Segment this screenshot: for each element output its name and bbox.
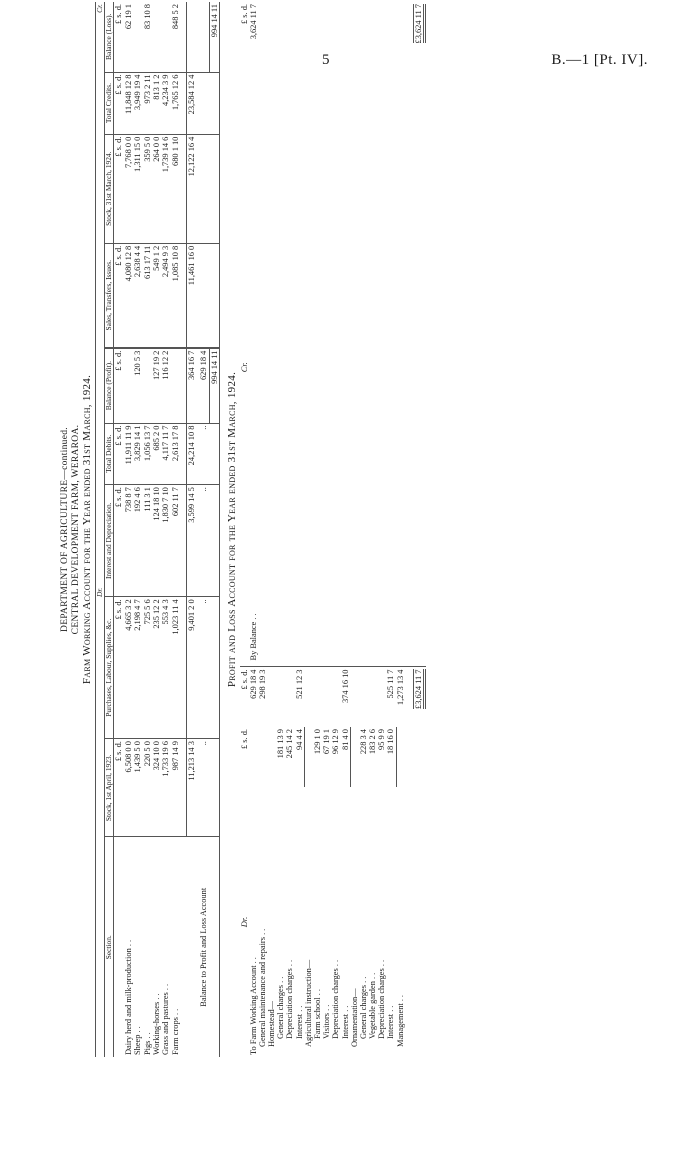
pl-item-subvalue: 181 13 9 bbox=[276, 729, 286, 759]
cell-stock-close: 7,768 0 0 bbox=[124, 134, 133, 243]
pl-row bbox=[276, 2, 285, 1057]
lsd-header: £ s. d. bbox=[114, 2, 124, 72]
pl-item-label: Visitors .. bbox=[322, 1002, 332, 1039]
cell-purchases: 1,023 11 4 bbox=[171, 597, 180, 739]
balance-row: Balance to Profit and Loss Account .. .. .. .. 629 18 4 bbox=[196, 2, 209, 1057]
pl-item-subvalue: 18 16 0 bbox=[386, 727, 396, 787]
cell-balance-loss bbox=[133, 2, 142, 72]
pl-item-subvalue: 183 2 6 bbox=[368, 729, 378, 755]
totals-row bbox=[186, 2, 196, 1057]
cell-stock-close: 1,739 14 6 bbox=[161, 134, 170, 243]
report-reference: B.—1 [Pt. IV]. bbox=[551, 52, 648, 68]
cell-interest: 124 18 10 bbox=[152, 485, 161, 597]
pl-row bbox=[368, 2, 377, 1057]
pl-row bbox=[285, 2, 294, 1057]
pl-item-value bbox=[267, 667, 276, 727]
grand-total-right: 994 14 11 bbox=[209, 2, 219, 72]
section-label: Farm crops .. bbox=[171, 837, 180, 1057]
pl-item-subvalue bbox=[396, 727, 405, 787]
pl-item-subvalue bbox=[258, 727, 267, 787]
farm-working-table bbox=[95, 2, 220, 1057]
pl-title: Profit and Loss Account for the Year ended 31st March, 1924. bbox=[225, 371, 238, 688]
pl-item-value: 1,273 13 4 bbox=[396, 667, 405, 727]
balance-value: 629 18 4 bbox=[196, 348, 209, 423]
pl-item-value bbox=[276, 667, 285, 727]
pl-row bbox=[304, 2, 313, 1057]
lsd-header: £ s. d. bbox=[114, 597, 124, 739]
cell-stock-open: 6,508 0 0 bbox=[124, 739, 133, 837]
lsd-header: £ s. d. bbox=[114, 423, 124, 485]
pl-item-value bbox=[322, 667, 331, 727]
cell-stock-close: 359 5 0 bbox=[143, 134, 152, 243]
pl-item-value bbox=[350, 667, 359, 727]
total-sales: 11,461 16 0 bbox=[186, 243, 196, 347]
cell-sales: 4,080 12 8 bbox=[124, 243, 133, 347]
cell-balance-profit: 127 19 2 bbox=[152, 348, 161, 423]
table-row bbox=[143, 2, 152, 1057]
pl-item-label: Management .. bbox=[396, 992, 406, 1047]
cell-purchases: 725 5 6 bbox=[143, 597, 152, 739]
pl-dr-label: Dr. bbox=[239, 916, 249, 928]
pl-item-value: 374 16 10 bbox=[341, 667, 351, 727]
pl-item-label: Depreciation charges .. bbox=[285, 957, 295, 1039]
pl-item-label: Depreciation charges .. bbox=[331, 957, 341, 1039]
pl-row bbox=[249, 2, 258, 1057]
cell-sales: 1,085 10 8 bbox=[171, 243, 180, 347]
pl-row bbox=[313, 2, 322, 1057]
cell-stock-open: 1,733 19 6 bbox=[161, 739, 170, 837]
cell-total-credits: 1,765 12 6 bbox=[171, 72, 180, 134]
pl-lsd: £ s. d. bbox=[240, 667, 249, 727]
cell-sales: 2,494 9 3 bbox=[161, 243, 170, 347]
pl-dr-total: £3,624 11 7 bbox=[413, 670, 426, 709]
cell-interest: 111 3 1 bbox=[143, 485, 152, 597]
col-interest: Interest and Depreciation. bbox=[105, 485, 114, 597]
pl-item-subvalue: 245 14 2 bbox=[285, 729, 295, 759]
cell-purchases: 2,198 4 7 bbox=[133, 597, 142, 739]
pl-by-balance: By Balance .. bbox=[249, 611, 259, 661]
cell-total-credits: 3,949 19 4 bbox=[133, 72, 142, 134]
col-balance-loss: Balance (Loss). bbox=[105, 2, 114, 72]
cell-total-debits: 3,829 14 1 bbox=[133, 423, 142, 485]
pl-item-subvalue: 94 4 4 bbox=[295, 727, 305, 787]
pl-item-subvalue: 81 4 0 bbox=[341, 727, 351, 787]
cell-balance-profit: 120 5 3 bbox=[133, 348, 142, 423]
pl-item-subvalue bbox=[350, 727, 359, 787]
pl-item-label: General charges .. bbox=[276, 974, 286, 1039]
pl-item-label: Interest .. bbox=[386, 1003, 396, 1039]
pl-row bbox=[295, 2, 305, 1057]
section-label: Sheep .. bbox=[133, 837, 142, 1057]
col-stock-open: Stock, 1st April, 1923. bbox=[105, 739, 114, 837]
cell-total-debits: 11,911 11 9 bbox=[124, 423, 133, 485]
table-row bbox=[171, 2, 180, 1057]
col-purchases: Purchases, Labour, Supplies, &c. bbox=[105, 597, 114, 739]
cell-total-debits: 1,056 13 7 bbox=[143, 423, 152, 485]
section-label: Pigs .. bbox=[143, 837, 152, 1057]
pl-item-label: Depreciation charges .. bbox=[377, 957, 387, 1039]
dr-label: Dr. bbox=[96, 348, 105, 837]
pl-item-label: Ornamentation— bbox=[350, 988, 360, 1047]
col-total-debits: Total Debits. bbox=[105, 423, 114, 485]
total-balance-profit: 364 16 7 bbox=[186, 348, 196, 423]
cell-balance-profit bbox=[171, 348, 180, 423]
page-number: 5 bbox=[322, 52, 330, 68]
pl-item-value bbox=[331, 667, 340, 727]
cr-label: Cr. bbox=[96, 2, 105, 348]
farm-title: CENTRAL DEVELOPMENT FARM, WERAROA. bbox=[71, 424, 81, 635]
pl-item-value: 298 19 3 bbox=[258, 667, 267, 727]
total-stock-open: 11,213 14 3 bbox=[186, 739, 196, 837]
pl-item-subvalue bbox=[249, 727, 258, 787]
pl-item-subvalue: 95 9 9 bbox=[377, 729, 387, 750]
section-label: Working-horses .. bbox=[152, 837, 161, 1057]
pl-lsd: £ s. d. bbox=[239, 729, 249, 750]
cell-total-debits: 2,613 17 8 bbox=[171, 423, 180, 485]
pl-row bbox=[359, 2, 368, 1057]
cell-sales: 2,638 4 4 bbox=[133, 243, 142, 347]
cell-purchases: 4,665 3 2 bbox=[124, 597, 133, 739]
table-row bbox=[133, 2, 142, 1057]
pl-row bbox=[386, 2, 396, 1057]
section-label: Grass and pastures .. bbox=[161, 837, 170, 1057]
cell-total-credits: 4,234 3 9 bbox=[161, 72, 170, 134]
account-title: Farm Working Account for the Year ended 31st March, 1924. bbox=[81, 374, 93, 685]
total-total-debits: 24,214 10 8 bbox=[186, 423, 196, 485]
pl-item-subvalue: 96 12 9 bbox=[331, 729, 341, 755]
cell-stock-close: 264 0 0 bbox=[152, 134, 161, 243]
pl-by-balance-value: 3,624 11 7 bbox=[249, 4, 259, 40]
col-section: Section. bbox=[105, 837, 114, 1057]
pl-item-value bbox=[377, 667, 386, 727]
pl-item-subvalue: 228 3 4 bbox=[359, 729, 369, 755]
cell-total-debits: 685 2 0 bbox=[152, 423, 161, 485]
cell-balance-loss: 62 19 1 bbox=[124, 2, 133, 72]
pl-item-label: Vegetable garden .. bbox=[368, 970, 378, 1039]
col-total-credits: Total Credits. bbox=[105, 72, 114, 134]
lsd-header: £ s. d. bbox=[114, 485, 124, 597]
pl-item-label: General maintenance and repairs .. bbox=[258, 926, 268, 1047]
pl-item-value bbox=[359, 667, 368, 727]
lsd-header: £ s. d. bbox=[114, 72, 124, 134]
pl-item-value: 521 12 3 bbox=[295, 667, 305, 727]
pl-item-subvalue: 129 1 0 bbox=[313, 729, 323, 755]
cell-purchases: 235 12 2 bbox=[152, 597, 161, 739]
pl-row bbox=[267, 2, 276, 1057]
cell-total-credits: 973 2 11 bbox=[143, 72, 152, 134]
cell-purchases: 553 4 3 bbox=[161, 597, 170, 739]
col-sales: Sales, Transfers, Issues. bbox=[105, 243, 114, 347]
cell-stock-open: 324 10 0 bbox=[152, 739, 161, 837]
lsd-header: £ s. d. bbox=[114, 348, 124, 423]
pl-item-value bbox=[304, 667, 313, 727]
pl-totals-row bbox=[413, 2, 426, 1057]
cell-balance-profit: 116 12 2 bbox=[161, 348, 170, 423]
pl-item-label: Farm school .. bbox=[313, 987, 323, 1039]
table-row bbox=[124, 2, 133, 1057]
cell-stock-open: 220 5 0 bbox=[143, 739, 152, 837]
cell-stock-open: 987 14 9 bbox=[171, 739, 180, 837]
cell-interest: 738 8 7 bbox=[124, 485, 133, 597]
section-label: Dairy herd and milk-production .. bbox=[124, 837, 133, 1057]
pl-item-subvalue bbox=[267, 727, 276, 787]
balance-label: Balance to Profit and Loss Account bbox=[196, 837, 209, 1057]
pl-item-value bbox=[285, 667, 294, 727]
cell-interest: 1,830 7 10 bbox=[161, 485, 170, 597]
cell-stock-open: 1,439 5 0 bbox=[133, 739, 142, 837]
grand-total-left: 994 14 11 bbox=[209, 348, 219, 423]
pl-row bbox=[331, 2, 340, 1057]
total-purchases: 9,401 2 0 bbox=[186, 597, 196, 739]
pl-row bbox=[341, 2, 351, 1057]
pl-item-label: Homestead— bbox=[267, 1000, 277, 1047]
cell-balance-profit bbox=[143, 348, 152, 423]
pl-item-subvalue: 67 19 1 bbox=[322, 729, 332, 755]
grand-totals-row bbox=[209, 2, 219, 1057]
cell-balance-loss bbox=[152, 2, 161, 72]
total-balance-loss bbox=[186, 2, 196, 72]
pl-row bbox=[350, 2, 359, 1057]
total-interest: 3,599 14 5 bbox=[186, 485, 196, 597]
cell-total-debits: 4,117 11 7 bbox=[161, 423, 170, 485]
cell-interest: 192 4 6 bbox=[133, 485, 142, 597]
pl-row bbox=[396, 2, 405, 1057]
cell-stock-close: 680 1 10 bbox=[171, 134, 180, 243]
pl-item-label: Agricultural instruction— bbox=[304, 959, 314, 1047]
pl-cr-label: Cr. bbox=[239, 362, 249, 373]
pl-lsd: £ s. d. bbox=[239, 4, 249, 25]
pl-item-label: Interest .. bbox=[294, 1003, 304, 1039]
cell-total-credits: 813 1 2 bbox=[152, 72, 161, 134]
pl-item-subvalue bbox=[304, 727, 313, 787]
lsd-header: £ s. d. bbox=[114, 739, 124, 837]
cell-sales: 613 17 11 bbox=[143, 243, 152, 347]
pl-cr-total: £3,624 11 7 bbox=[413, 4, 426, 43]
pl-item-label: To Farm Working Account .. bbox=[249, 955, 259, 1055]
pl-row bbox=[377, 2, 386, 1057]
cell-interest: 602 11 7 bbox=[171, 485, 180, 597]
pl-item-value: 629 18 4 bbox=[249, 667, 258, 727]
department-title: DEPARTMENT OF AGRICULTURE—continued. bbox=[60, 427, 70, 632]
cell-balance-profit bbox=[124, 348, 133, 423]
pl-item-value bbox=[368, 667, 377, 727]
table-row bbox=[161, 2, 170, 1057]
total-total-credits: 23,584 12 4 bbox=[186, 72, 196, 134]
rotated-page-content bbox=[60, 2, 643, 1057]
cell-balance-loss bbox=[161, 2, 170, 72]
pl-item-label: Interest .. bbox=[340, 1003, 350, 1039]
cell-balance-loss: 83 10 8 bbox=[143, 2, 152, 72]
col-stock-close: Stock, 31st March, 1924. bbox=[105, 134, 114, 243]
total-stock-close: 12,122 16 4 bbox=[186, 134, 196, 243]
pl-item-label: General charges .. bbox=[359, 974, 369, 1039]
pl-item-value: 525 11 7 bbox=[386, 667, 396, 727]
cell-sales: 549 1 2 bbox=[152, 243, 161, 347]
pl-row bbox=[322, 2, 331, 1057]
profit-loss-table bbox=[240, 2, 426, 1057]
pl-row bbox=[258, 2, 267, 1057]
pl-item-value bbox=[313, 667, 322, 727]
cell-total-credits: 11,848 12 8 bbox=[124, 72, 133, 134]
table-row bbox=[152, 2, 161, 1057]
cell-stock-close: 1,311 15 0 bbox=[133, 134, 142, 243]
lsd-header: £ s. d. bbox=[114, 134, 124, 243]
col-balance-profit: Balance (Profit). bbox=[105, 348, 114, 423]
lsd-header: £ s. d. bbox=[114, 243, 124, 347]
cell-balance-loss: 848 5 2 bbox=[171, 2, 180, 72]
